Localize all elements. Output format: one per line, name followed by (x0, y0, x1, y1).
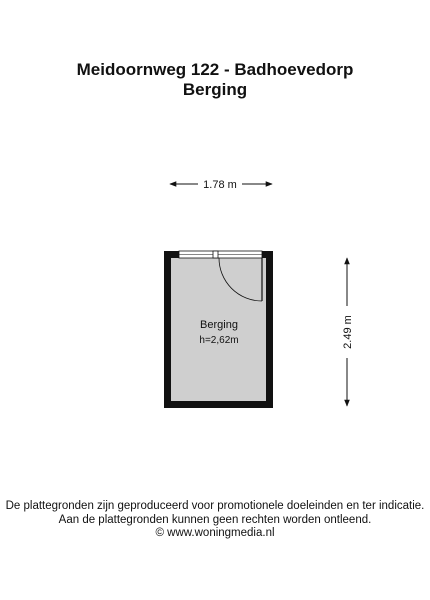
disclaimer-line-2: Aan de plattegronden kunnen geen rechten worden ontleend. (58, 513, 372, 526)
depth-dimension-label: 2.49 m (342, 315, 354, 349)
page-title: Meidoornweg 122 - Badhoevedorp (76, 60, 354, 79)
window (179, 251, 262, 258)
room-berging (164, 251, 273, 408)
wall-top-right (262, 251, 273, 258)
floor-title: Berging (182, 80, 248, 99)
wall-bottom (164, 401, 273, 408)
width-dimension-label: 1.78 m (203, 179, 237, 191)
width-dimension (170, 179, 272, 191)
copyright-line: © www.woningmedia.nl (155, 527, 275, 539)
disclaimer (0, 500, 430, 541)
depth-dimension (342, 258, 354, 406)
room-name-label: Berging (200, 319, 238, 331)
wall-top-left (164, 251, 179, 258)
wall-left (164, 251, 171, 408)
wall-right (266, 251, 273, 408)
disclaimer-line-1: De plattegronden zijn geproduceerd voor promotionele doeleinden en ter indicatie. (5, 500, 425, 512)
room-height-label: h=2,62m (199, 335, 239, 346)
